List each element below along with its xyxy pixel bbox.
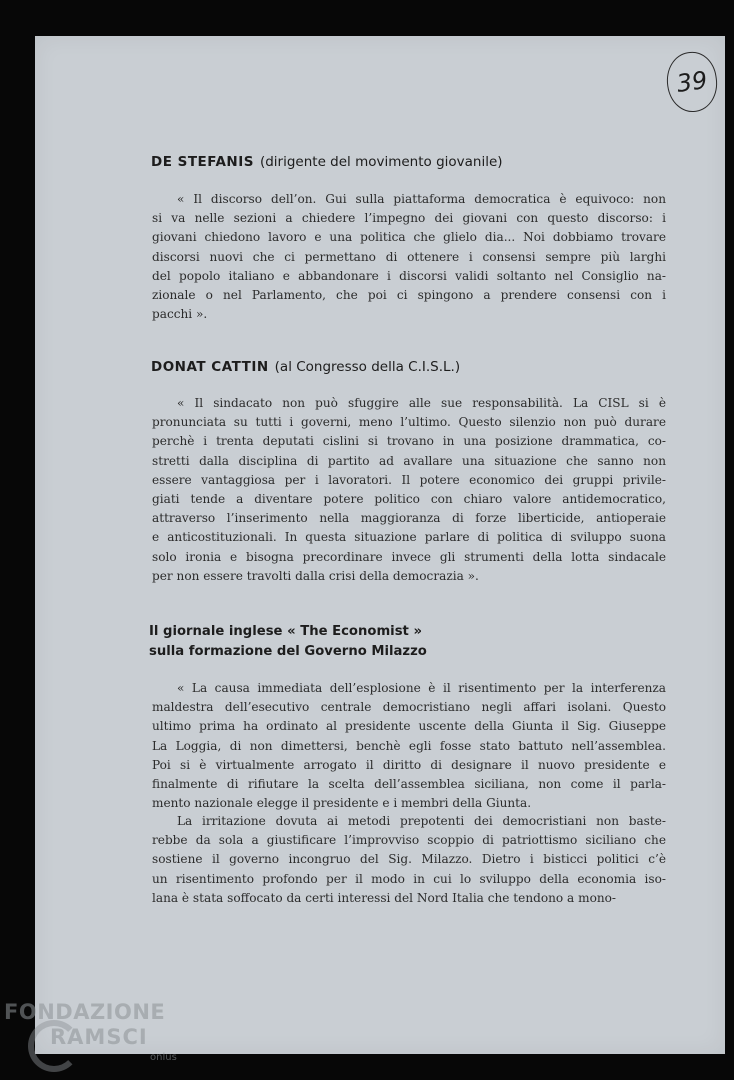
text-line: essere vantaggiosa per i lavoratori. Il potere economico dei gruppi privile- — [152, 472, 666, 487]
text-line: giovani chiedono lavoro e una politica che glielo dia... Noi dobbiamo trovare — [152, 230, 666, 245]
text-line: maldestra dell’esecutivo centrale democristiano negli affari isolani. Questo — [152, 700, 666, 715]
text-line: La Loggia, di non dimettersi, benchè egli fosse stato battuto nell’assemblea. — [152, 738, 666, 753]
text-line: per non essere travolti dalla crisi della democrazia ». — [152, 568, 479, 583]
heading-line: Il giornale inglese « The Economist » — [149, 624, 422, 639]
text-line: Poi si è virtualmente arrogato il diritto di designare il nuovo presidente e — [152, 757, 666, 772]
heading-line: sulla formazione del Governo Milazzo — [149, 644, 427, 659]
speaker-name: DONAT CATTIN — [151, 359, 269, 375]
text-line: finalmente di rifiutare la scelta dell’assemblea siciliana, non come il parla- — [152, 777, 666, 792]
text-line: ultimo prima ha ordinato al presidente uscente della Giunta il Sig. Giuseppe — [152, 719, 666, 734]
text-line: solo ironia e bisogna precordinare invece gli strumenti della lotta sindacale — [152, 549, 666, 564]
text-line: sostiene il governo incongruo del Sig. Milazzo. Dietro i bisticci politici c’è — [152, 852, 666, 867]
speaker-name: DE STEFANIS — [151, 154, 254, 170]
section-heading-donat-cattin — [151, 359, 460, 375]
text-line: mento nazionale elegge il presidente e i membri della Giunta. — [152, 796, 532, 811]
section-heading-economist — [149, 622, 427, 662]
text-line: giati tende a diventare potere politico con chiaro valore antidemocratico, — [152, 492, 666, 507]
text-line: attraverso l’inserimento nella maggioranza di forze liberticide, antioperaie — [152, 511, 666, 526]
document-page — [35, 36, 725, 1054]
text-line: un risentimento profondo per il modo in cui lo sviluppo della economia iso- — [152, 871, 666, 886]
text-line: rebbe da sola a giustificare l’improvviso scoppio di patriottismo siciliano che — [152, 833, 666, 848]
text-line: perchè i trenta deputati cislini si trovano in una posizione drammatica, co- — [152, 434, 666, 449]
economist-paragraph-1 — [152, 679, 666, 813]
text-line: « La causa immediata dell’esplosione è il risentimento per la interferenza — [177, 681, 666, 695]
text-line: pacchi ». — [152, 307, 208, 322]
economist-paragraph-2 — [152, 812, 666, 908]
text-line: zionale o nel Parlamento, che poi ci spingono a prendere consensi con i — [152, 288, 666, 303]
watermark-line-2: RAMSCI — [50, 1025, 148, 1049]
text-line: pronunciata su tutti i governi, meno l’ultimo. Questo silenzio non può durare — [152, 415, 666, 430]
text-line: discorsi nuovi che ci permettano di ottenere i consensi sempre più larghi — [152, 249, 666, 264]
handwritten-page-number: 39 — [663, 49, 721, 115]
text-line: « Il sindacato non può sfuggire alle sue responsabilità. La CISL si è — [177, 396, 666, 410]
text-line: stretti dalla disciplina di partito ad avallare una situazione che sanno non — [152, 453, 666, 468]
text-line: La irritazione dovuta ai metodi prepotenti dei democristiani non baste- — [177, 814, 666, 828]
speaker-role: (al Congresso della C.I.S.L.) — [274, 359, 461, 375]
text-line: lana è stata soffocato da certi interessi del Nord Italia che tendono a mono- — [152, 890, 617, 905]
quote-de-stefanis — [152, 190, 666, 324]
text-line: si va nelle sezioni a chiedere l’impegno dei giovani con questo discorso: i — [152, 211, 666, 226]
text-line: del popolo italiano e abbandonare i discorsi validi soltanto nel Consiglio na- — [152, 268, 666, 283]
watermark-line-1: FONDAZIONE — [4, 1000, 166, 1024]
text-line: e anticostituzionali. In questa situazione parlare di politica di sviluppo suona — [152, 530, 666, 545]
text-line: « Il discorso dell’on. Gui sulla piattaforma democratica è equivoco: non — [177, 192, 666, 206]
section-heading-de-stefanis — [151, 154, 503, 170]
fondazione-gramsci-watermark — [4, 1000, 184, 1072]
quote-donat-cattin — [152, 394, 666, 586]
watermark-line-3: onlus — [150, 1052, 177, 1063]
speaker-role: (dirigente del movimento giovanile) — [259, 154, 503, 170]
